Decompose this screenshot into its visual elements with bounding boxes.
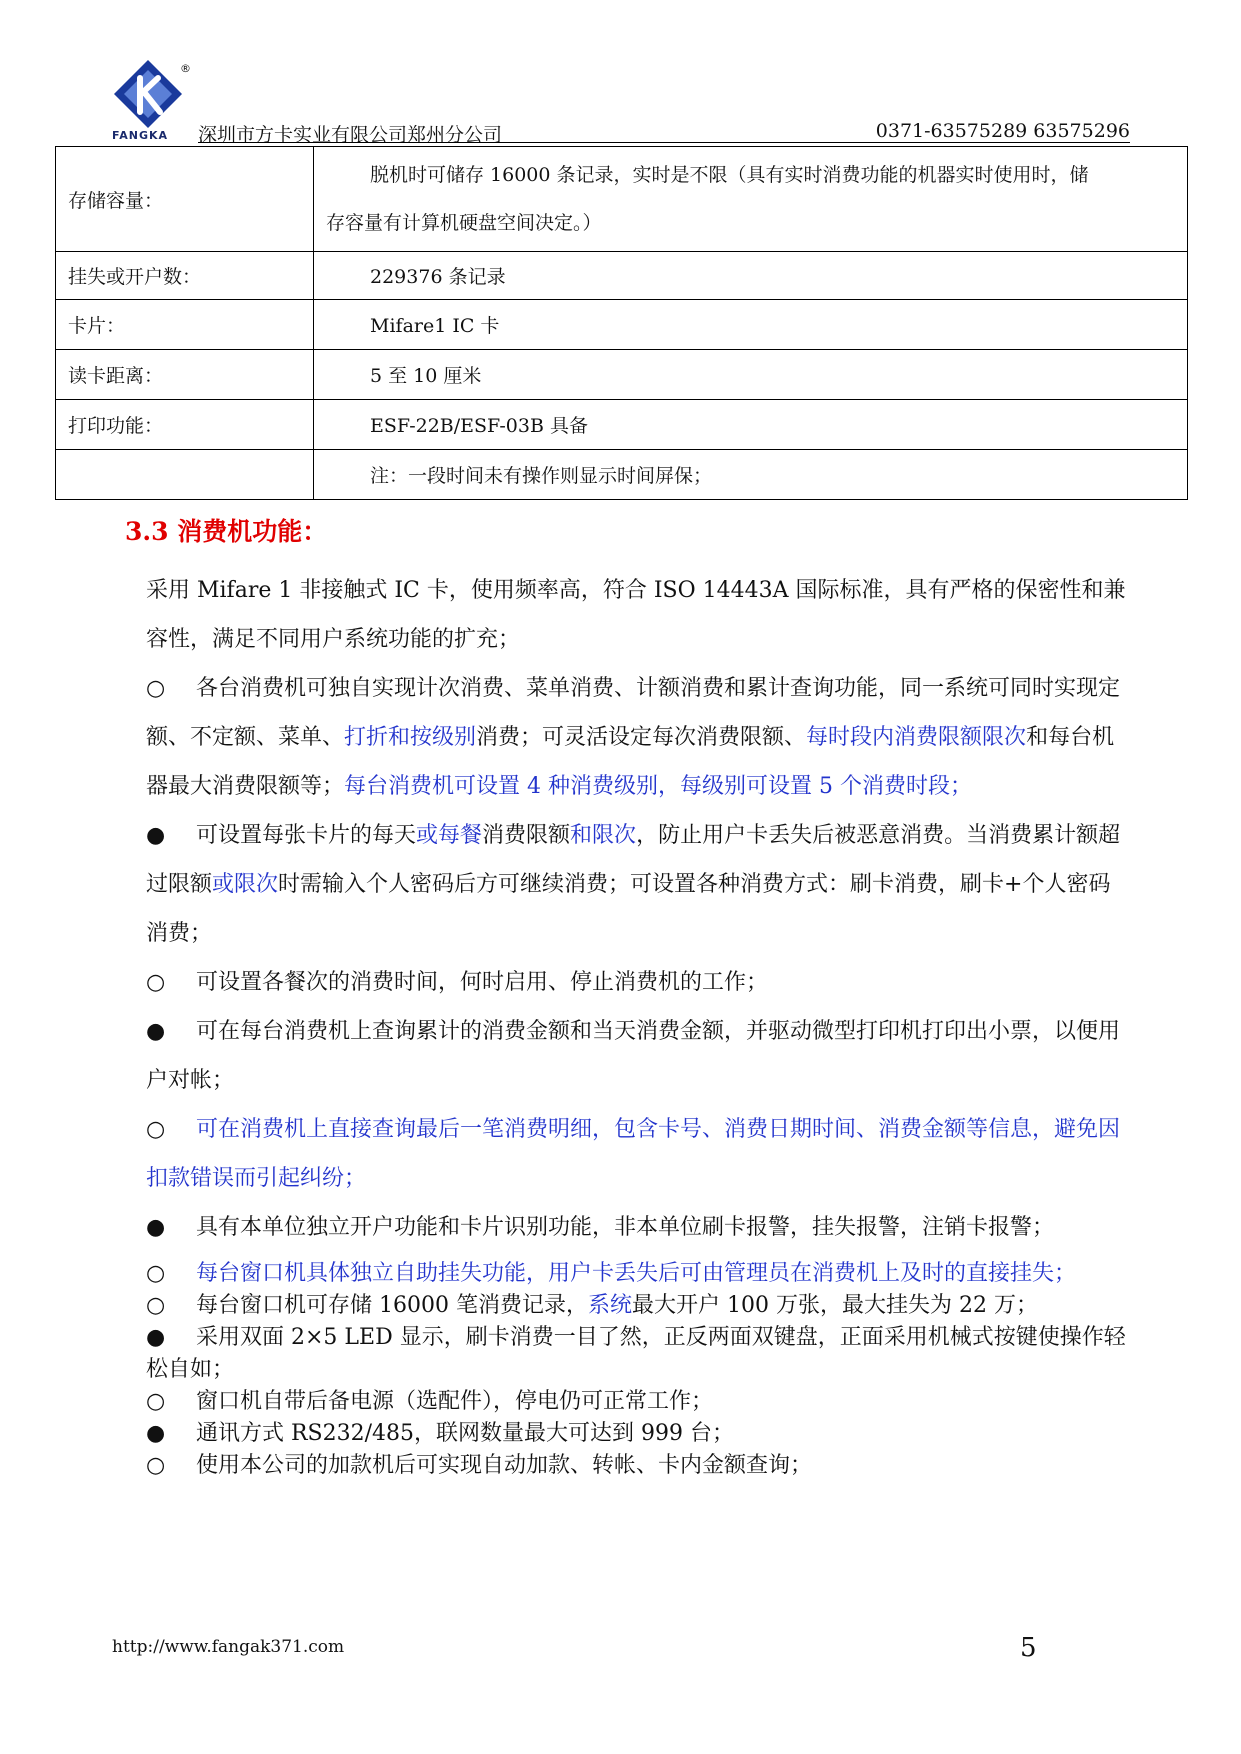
feature-paragraph: ○ 窗口机自带后备电源（选配件），停电仍可正常工作； <box>146 1386 1131 1418</box>
solid-bullet-icon: ● <box>146 1325 166 1350</box>
feature-paragraph: ● 通讯方式 RS232/485，联网数量最大可达到 999 台； <box>146 1418 1131 1450</box>
spec-value: ESF-22B/ESF-03B 具备 <box>314 400 1188 450</box>
spec-value <box>314 147 1188 252</box>
feature-paragraph: ● 可在每台消费机上查询累计的消费金额和当天消费金额，并驱动微型打印机打印出小票，以便用户对帐； <box>146 1007 1131 1105</box>
table-row <box>56 350 1188 400</box>
spec-value: Mifare1 IC 卡 <box>314 300 1188 350</box>
spec-value: 229376 条记录 <box>314 252 1188 300</box>
feature-paragraph: ○ 可在消费机上直接查询最后一笔消费明细，包含卡号、消费日期时间、消费金额等信息，避免因扣款错误而引起纠纷； <box>146 1105 1131 1203</box>
hollow-bullet-icon: ○ <box>146 676 166 701</box>
spec-table <box>55 146 1188 500</box>
spec-value-line: 存容量有计算机硬盘空间决定。） <box>326 212 602 234</box>
page-number: 5 <box>1020 1633 1037 1663</box>
page-header <box>100 58 1130 146</box>
hollow-bullet-icon: ○ <box>146 1389 166 1414</box>
spec-value: 5 至 10 厘米 <box>314 350 1188 400</box>
solid-bullet-icon: ● <box>146 1215 166 1240</box>
section-title: 3.3 消费机功能： <box>125 517 328 546</box>
spec-label: 打印功能： <box>56 400 314 450</box>
logo-text: FANGKA <box>112 129 169 142</box>
hollow-bullet-icon: ○ <box>146 970 166 995</box>
feature-paragraph: ● 具有本单位独立开户功能和卡片识别功能，非本单位刷卡报警，挂失报警，注销卡报警； <box>146 1203 1131 1252</box>
table-row <box>56 252 1188 300</box>
spec-value: 注：一段时间未有操作则显示时间屏保； <box>314 450 1188 500</box>
registered-mark: ® <box>180 62 191 75</box>
hollow-bullet-icon: ○ <box>146 1453 166 1478</box>
spec-label: 读卡距离： <box>56 350 314 400</box>
section-body <box>146 566 1131 1482</box>
hollow-bullet-icon: ○ <box>146 1293 166 1318</box>
intro-paragraph: 采用 Mifare 1 非接触式 IC 卡，使用频率高，符合 ISO 14443A 国际标准，具有严格的保密性和兼容性，满足不同用户系统功能的扩充； <box>146 578 1126 652</box>
solid-bullet-icon: ● <box>146 1421 166 1446</box>
feature-paragraph: ○ 每台窗口机具体独立自助挂失功能，用户卡丢失后可由管理员在消费机上及时的直接挂失； <box>146 1258 1131 1290</box>
fangka-logo-icon <box>112 58 184 132</box>
company-name: 深圳市方卡实业有限公司郑州分公司 <box>198 124 503 146</box>
solid-bullet-icon: ● <box>146 823 166 848</box>
table-row <box>56 147 1188 252</box>
feature-paragraph: ○ 可设置各餐次的消费时间，何时启用、停止消费机的工作； <box>146 958 1131 1007</box>
hollow-bullet-icon: ○ <box>146 1117 166 1142</box>
spec-label: 卡片： <box>56 300 314 350</box>
solid-bullet-icon: ● <box>146 1019 166 1044</box>
table-row <box>56 300 1188 350</box>
hollow-bullet-icon: ○ <box>146 1261 166 1286</box>
table-row <box>56 450 1188 500</box>
header-rule <box>198 142 1130 143</box>
spec-label: 挂失或开户数： <box>56 252 314 300</box>
company-phone: 0371-63575289 63575296 <box>875 120 1130 142</box>
spec-label: 存储容量： <box>56 147 314 252</box>
feature-paragraph: ● 可设置每张卡片的每天或每餐消费限额和限次，防止用户卡丢失后被恶意消费。当消费累计额超过限额或限次时需输入个人密码后方可继续消费；可设置各种消费方式：刷卡消费，刷卡+个人密码消费； <box>146 811 1131 958</box>
feature-paragraph: ○ 使用本公司的加款机后可实现自动加款、转帐、卡内金额查询； <box>146 1450 1131 1482</box>
spec-value-line: 脱机时可储存 16000 条记录，实时是不限（具有实时消费功能的机器实时使用时，储 <box>370 164 1089 186</box>
footer-url: http://www.fangak371.com <box>112 1637 345 1657</box>
table-row <box>56 400 1188 450</box>
feature-paragraph: ● 采用双面 2×5 LED 显示，刷卡消费一目了然，正反两面双键盘，正面采用机械式按键使操作轻松自如； <box>146 1322 1131 1386</box>
spec-label <box>56 450 314 500</box>
feature-paragraph: ○ 每台窗口机可存储 16000 笔消费记录，系统最大开户 100 万张，最大挂失为 22 万； <box>146 1290 1131 1322</box>
feature-paragraph: ○ 各台消费机可独自实现计次消费、菜单消费、计额消费和累计查询功能，同一系统可同时实现定额、不定额、菜单、打折和按级别消费；可灵活设定每次消费限额、每时段内消费限额限次和每台机器最大消费限额等；每台消费机可设置 4 种消费级别，每级别可设置 5 个消费时段； <box>146 664 1131 811</box>
